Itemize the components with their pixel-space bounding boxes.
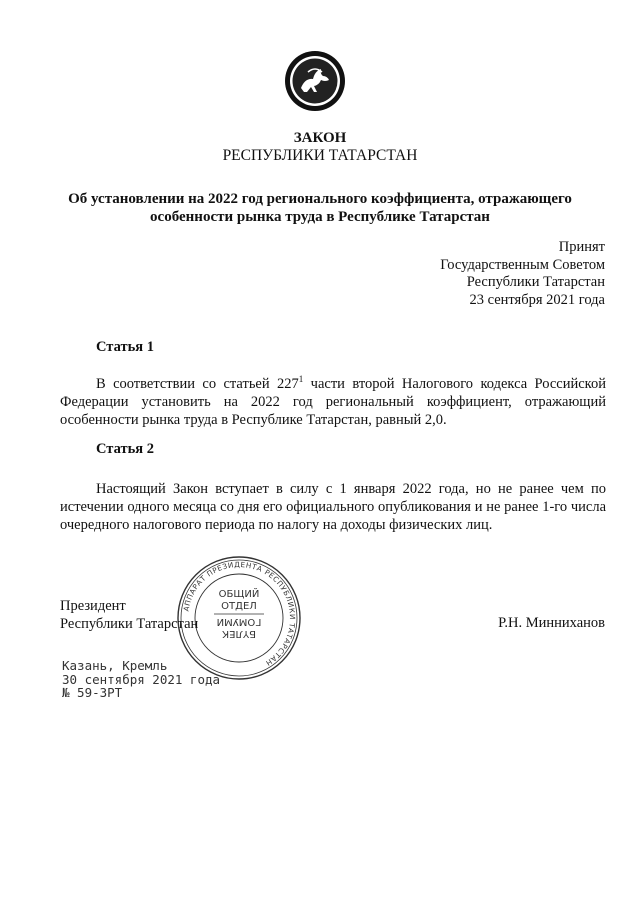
- adoption-block: [440, 239, 605, 309]
- tatarstan-coat-of-arms-icon: [284, 50, 346, 112]
- place-date-number: [62, 659, 220, 700]
- adoption-line: Государственным Советом: [440, 256, 605, 273]
- law-subject-title: Об установлении на 2022 год регионального коэффициента, отражающего особенности рынка труда в Республике Татарстан: [68, 191, 572, 225]
- signatory-name: Р.Н. Минниханов: [498, 615, 605, 631]
- law-heading: ЗАКОН: [293, 130, 347, 146]
- signatory-line: Президент: [60, 598, 126, 614]
- stamp-line: ОБЩИЙ: [218, 589, 260, 600]
- stamp-line: ГОМУМИ: [216, 616, 262, 627]
- article-1-text-end: части второй Налогового кодекса Российской Федерации установить на 2022 год региональный коэффициент, отражающий особенности рынка труда в Республике Татарстан, равный 2,0.: [60, 375, 606, 428]
- signatory-line: Республики Татарстан: [60, 615, 199, 632]
- adoption-line: Принят: [558, 239, 605, 255]
- stamp-line: ОТДЕЛ: [221, 601, 257, 612]
- place-line: Казань, Кремль: [62, 658, 168, 673]
- article-1-superscript: 1: [298, 374, 304, 384]
- article-2-title: Статья 2: [96, 441, 154, 457]
- article-1-text: [60, 370, 606, 429]
- signatory-title: [60, 598, 198, 633]
- adoption-date: 23 сентября 2021 года: [469, 291, 605, 308]
- article-1-text-start: В соответствии со статьей 227: [96, 375, 299, 392]
- adoption-line: Республики Татарстан: [466, 274, 605, 290]
- law-number: № 59-ЗРТ: [62, 685, 123, 700]
- stamp-line: БҮЛЕК: [222, 628, 256, 639]
- article-1-title: Статья 1: [96, 339, 154, 355]
- stamp-ring-text: АППАРАТ ПРЕЗИДЕНТА РЕСПУБЛИКИ ТАТАРСТАН: [181, 559, 298, 668]
- date-line: 30 сентября 2021 года: [62, 671, 221, 687]
- republic-heading: РЕСПУБЛИКИ ТАТАРСТАН: [222, 147, 418, 164]
- article-2-text: Настоящий Закон вступает в силу с 1 января 2022 года, но не ранее чем по истечении одного месяца со дня его официального опубликования и не ранее 1-го числа очередного налогового периода по налогу на доходы физических лиц.: [60, 481, 606, 533]
